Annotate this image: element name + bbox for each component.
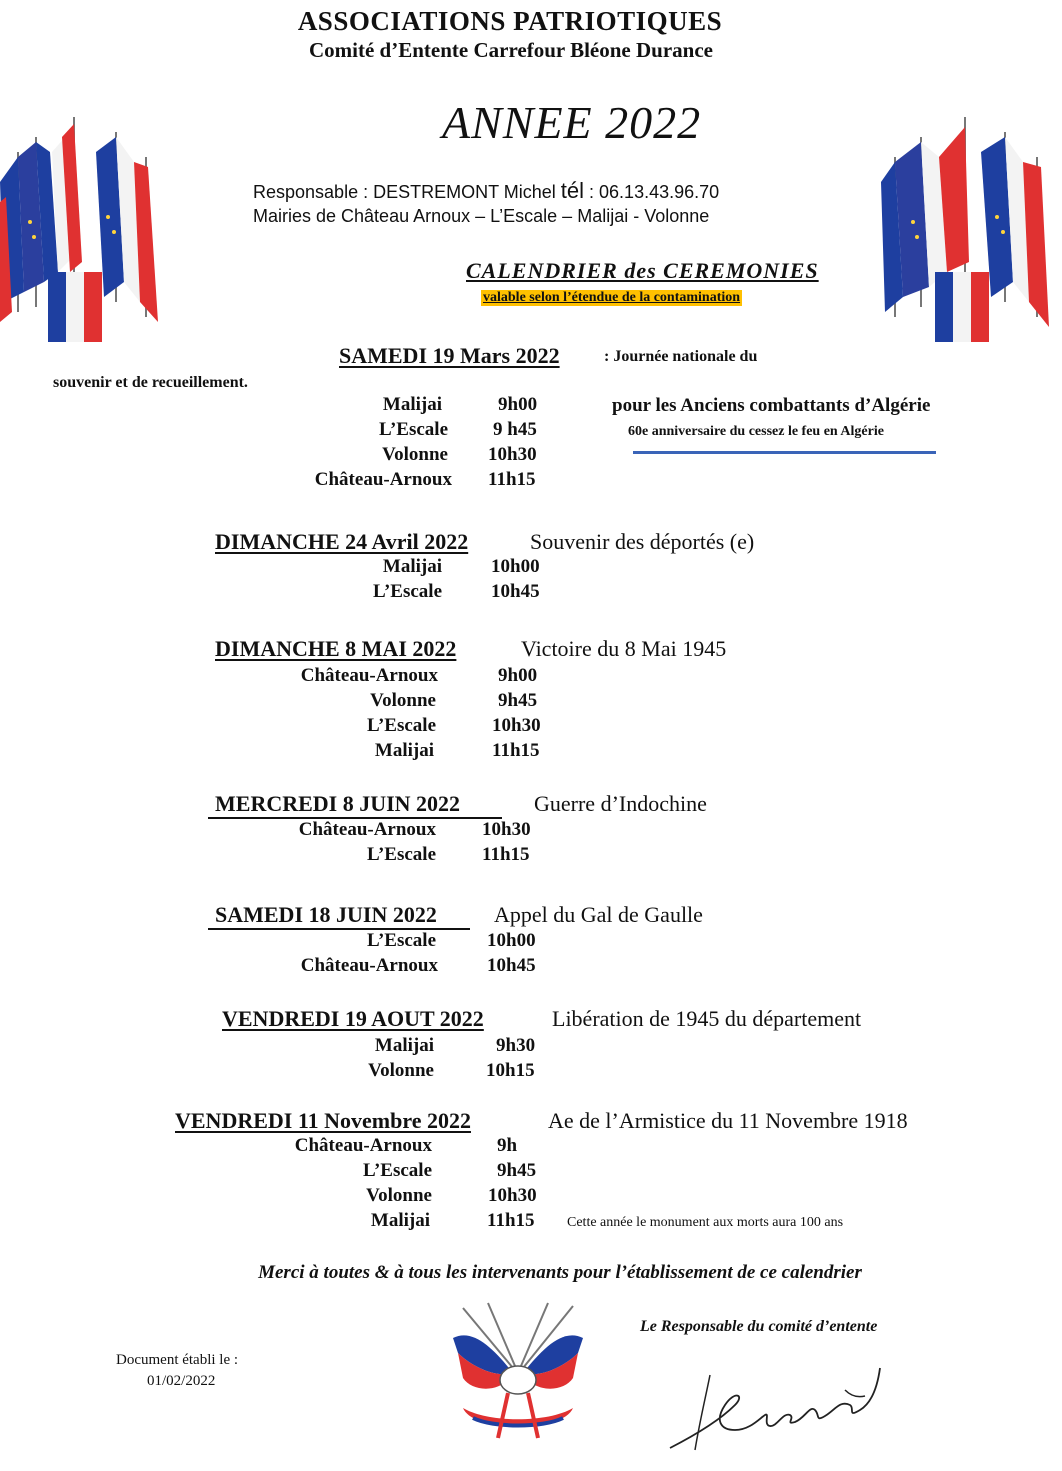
event-1-title: : Journée nationale du (604, 348, 758, 365)
event-6-title: Libération de 1945 du département (552, 1006, 862, 1031)
event-5-date: SAMEDI 18 JUIN 2022 (215, 902, 437, 927)
event-3-time: 9h45 (498, 690, 538, 711)
event-3-time: 11h15 (492, 740, 540, 761)
event-1-place: Château-Arnoux (314, 469, 452, 490)
event-7-place: Volonne (366, 1185, 432, 1206)
event-1-note: 60e anniversaire du cessez le feu en Algérie (628, 424, 884, 439)
event-3-place: Château-Arnoux (300, 665, 438, 686)
flags-right-icon (877, 112, 1057, 347)
event-4-time: 11h15 (482, 844, 530, 865)
event-7-note: Cette année le monument aux morts aura 100 ans (567, 1215, 844, 1230)
event-1-date: SAMEDI 19 Mars 2022 (339, 343, 560, 368)
document-date-label: Document établi le : (116, 1352, 239, 1368)
responsable-label: Responsable : DESTREMONT Michel (253, 182, 556, 202)
event-1-place: Malijai (382, 394, 442, 415)
event-3-title: Victoire du 8 Mai 1945 (521, 636, 727, 661)
signature-label: Le Responsable du comité d’entente (640, 1318, 878, 1335)
page-title: ASSOCIATIONS PATRIOTIQUES (297, 6, 723, 36)
signature-icon (665, 1360, 885, 1455)
tel-value: : 06.13.43.96.70 (584, 182, 720, 202)
event-2-time: 10h45 (491, 581, 540, 602)
event-7-place: L’Escale (363, 1160, 432, 1181)
event-3-place: Malijai (374, 740, 434, 761)
event-2-date: DIMANCHE 24 Avril 2022 (215, 529, 469, 554)
event-7-time: 11h15 (487, 1210, 535, 1231)
event-1-place: L’Escale (379, 419, 448, 440)
tricolor-emblem-icon (443, 1298, 593, 1448)
event-6-place: Volonne (368, 1060, 434, 1081)
event-1-time: 9 h45 (493, 419, 537, 440)
event-4-place: Château-Arnoux (298, 819, 436, 840)
calendar-title: CALENDRIER des CEREMONIES (466, 258, 819, 283)
year-heading: ANNEE 2022 (442, 97, 702, 148)
event-6-time: 10h15 (486, 1060, 535, 1081)
event-7-time: 9h45 (497, 1160, 537, 1181)
event-1-time: 10h30 (488, 444, 537, 465)
event-3-time: 10h30 (492, 715, 541, 736)
event-5-time: 10h00 (487, 930, 536, 951)
document-date: 01/02/2022 (147, 1373, 216, 1389)
event-2-title: Souvenir des déportés (e) (530, 529, 755, 554)
event-4-place: L’Escale (367, 844, 436, 865)
tel-label: tél (560, 178, 585, 203)
event-1-time: 11h15 (488, 469, 536, 490)
event-1-divider (633, 451, 936, 454)
responsable-line (253, 178, 719, 204)
event-1-time: 9h00 (498, 394, 538, 415)
event-5-place: L’Escale (367, 930, 436, 951)
event-7-date: VENDREDI 11 Novembre 2022 (175, 1108, 471, 1133)
event-7-place: Château-Arnoux (294, 1135, 432, 1156)
event-4-time: 10h30 (482, 819, 531, 840)
event-5-place: Château-Arnoux (300, 955, 438, 976)
event-6-place: Malijai (374, 1035, 434, 1056)
event-7-time: 9h (497, 1135, 518, 1156)
event-6-time: 9h30 (496, 1035, 536, 1056)
event-3-place: Volonne (370, 690, 436, 711)
page-subtitle: Comité d’Entente Carrefour Bléone Durance (309, 38, 713, 62)
thanks-line: Merci à toutes & à tous les intervenants pour l’établissement de ce calendrier (258, 1262, 862, 1283)
event-2-time: 10h00 (491, 556, 540, 577)
event-4-title: Guerre d’Indochine (534, 791, 707, 816)
event-1-title-right: pour les Anciens combattants d’Algérie (612, 395, 931, 416)
event-1-place: Volonne (382, 444, 448, 465)
event-3-date: DIMANCHE 8 MAI 2022 (215, 636, 457, 661)
event-3-time: 9h00 (498, 665, 538, 686)
event-4-date: MERCREDI 8 JUIN 2022 (215, 791, 461, 816)
event-2-place: L’Escale (373, 581, 442, 602)
event-7-place: Malijai (370, 1210, 430, 1231)
flags-left-icon (0, 112, 165, 347)
event-2-place: Malijai (382, 556, 442, 577)
event-7-time: 10h30 (488, 1185, 537, 1206)
event-5-title: Appel du Gal de Gaulle (494, 902, 703, 927)
event-3-place: L’Escale (367, 715, 436, 736)
event-1-title-cont: souvenir et de recueillement. (53, 374, 248, 391)
calendar-subtitle: valable selon l’étendue de la contamination (483, 290, 741, 305)
event-7-title: Ae de l’Armistice du 11 Novembre 1918 (548, 1108, 908, 1133)
mairies-line: Mairies de Château Arnoux – L’Escale – Malijai - Volonne (253, 206, 710, 226)
event-5-time: 10h45 (487, 955, 536, 976)
event-6-date: VENDREDI 19 AOUT 2022 (222, 1006, 484, 1031)
